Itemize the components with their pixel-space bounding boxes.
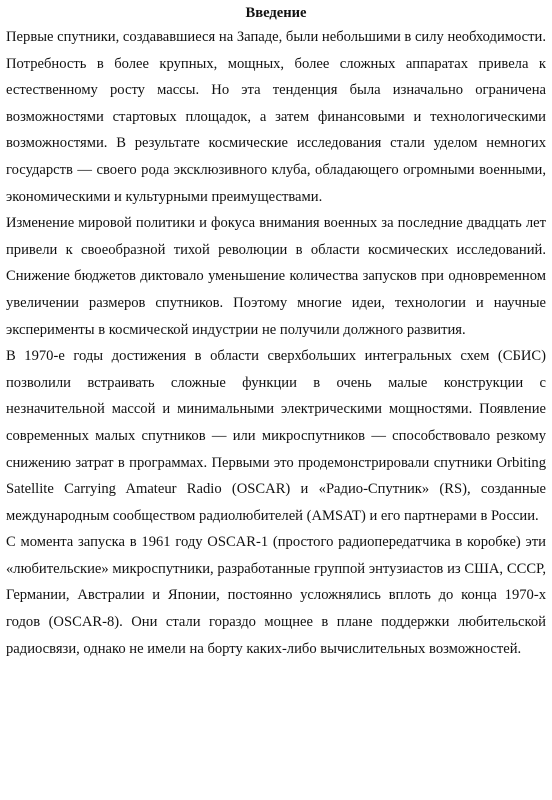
paragraph-4: С момента запуска в 1961 году OSCAR-1 (простого радиопередатчика в коробке) эти «любительские» микроспутники, разработанные группой энтузиастов из США, СССР, Германии, Австралии и Японии, постоянно усложнялись вплоть до конца 1970-х годов (OSCAR-8). Они стали гораздо мощнее в плане поддержки любительской радиосвязи, однако не имели на борту каких-либо вычислительных возможностей. [6,534,546,657]
paragraph-3: В 1970-е годы достижения в области сверхбольших интегральных схем (СБИС) позволили встраивать сложные функции в очень малые конструкции с незначительной массой и минимальными электрическими мощностями. Появление современных малых спутников — или микроспутников — способствовало резкому снижению затрат в программах. Первыми это продемонстрировали спутники Orbiting Satellite Carrying Amateur Radio (OSCAR) и «Радио-Спутник» (RS), созданные международным сообществом радиолюбителей (AMSAT) и его партнерами в России. [6,348,546,524]
paragraph-2: Изменение мировой политики и фокуса внимания военных за последние двадцать лет привели к своеобразной тихой революции в области космических исследований. Снижение бюджетов диктовало уменьшение количества запусков при одновременном увеличении размеров спутников. Поэтому многие идеи, технологии и научные эксперименты в космической индустрии не получили должного развития. [6,215,546,338]
document-title: Введение [245,5,307,21]
paragraph-1: Первые спутники, создававшиеся на Западе, были небольшими в силу необходимости. Потребность в более крупных, мощных, более сложных аппаратах привела к естественному росту массы. Но эта тенденция была изначально ограничена возможностями стартовых площадок, а затем финансовыми и технологическими возможностями. В результате космические исследования стали уделом немногих государств — своего рода эксклюзивного клуба, обладающего огромными военными, экономическими и культурными преимуществами. [6,29,546,205]
